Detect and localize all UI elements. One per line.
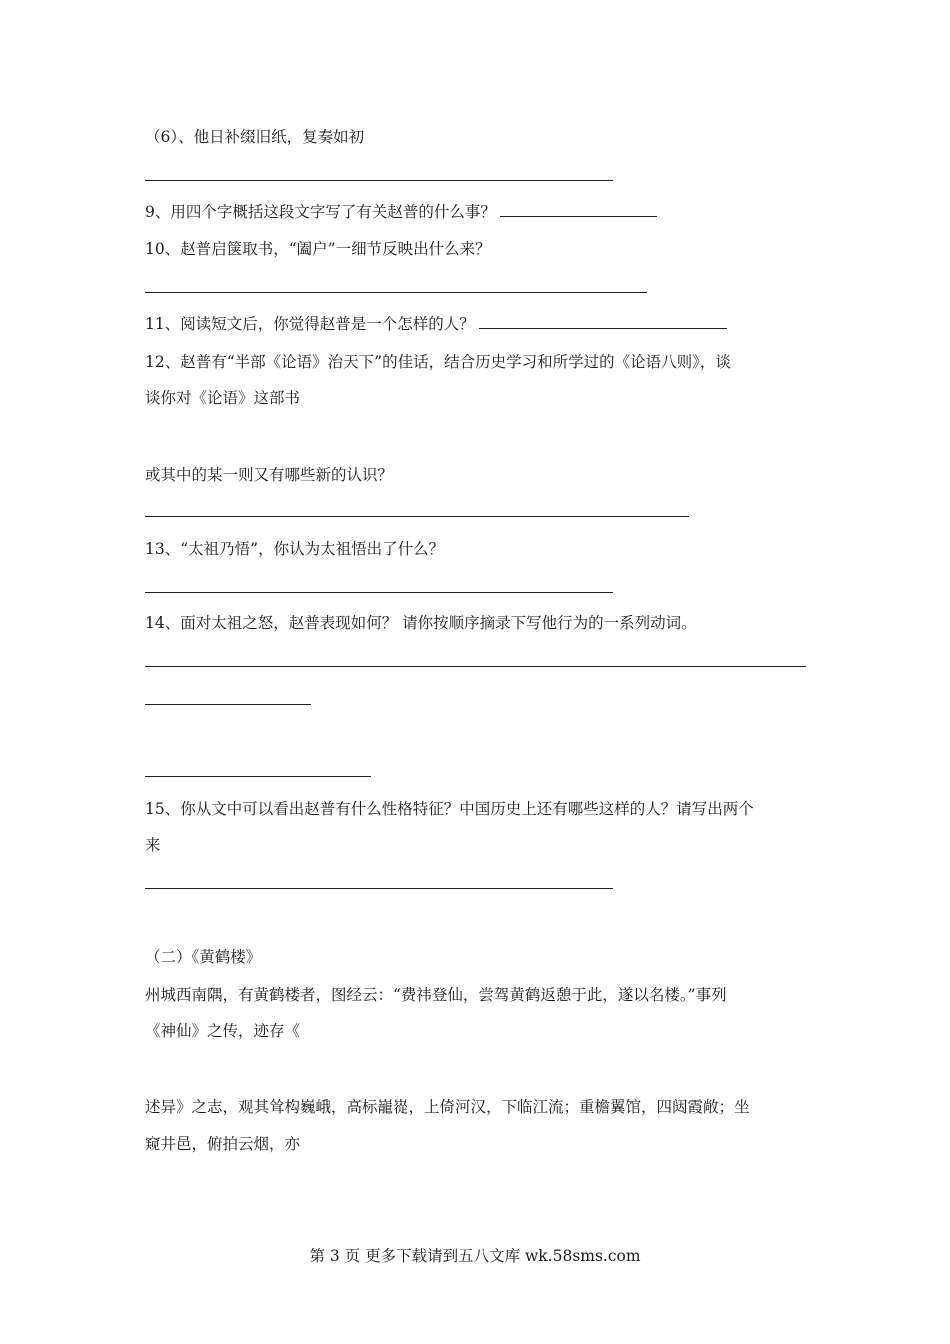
q12-question-line2: 谈你对《论语》这部书 xyxy=(145,389,301,407)
q6-sub-question: （6）、他日补缀旧纸，复奏如初 xyxy=(145,128,365,146)
q11-text: 11、阅读短文后，你觉得赵普是一个怎样的人？ xyxy=(145,315,475,333)
passage-line: 州城西南隅，有黄鹤楼者，图经云：“费祎登仙，尝驾黄鹤返憩于此，遂以名楼。”事列 xyxy=(145,986,727,1004)
answer-line[interactable] xyxy=(479,314,727,329)
answer-line[interactable] xyxy=(145,704,311,705)
q15-question-line2: 来 xyxy=(145,836,161,854)
passage-line: 《神仙》之传，迹存《 xyxy=(145,1022,301,1040)
q14-question: 14、面对太祖之怒，赵普表现如何？ 请你按顺序摘录下写他行为的一系列动词。 xyxy=(145,614,697,632)
answer-line[interactable] xyxy=(145,666,806,667)
q13-question: 13、“太祖乃悟”，你认为太祖悟出了什么？ xyxy=(145,540,445,558)
answer-line[interactable] xyxy=(145,516,689,517)
q12-question-line3: 或其中的某一则又有哪些新的认识？ xyxy=(145,466,394,484)
q15-question-line1: 15、你从文中可以看出赵普有什么性格特征？中国历史上还有哪些这样的人？请写出两个 xyxy=(145,800,754,818)
answer-line[interactable] xyxy=(145,592,613,593)
passage-line: 窥井邑，俯拍云烟，亦 xyxy=(145,1135,301,1153)
answer-line[interactable] xyxy=(145,180,613,181)
q12-question-line1: 12、赵普有“半部《论语》治天下”的佳话，结合历史学习和所学过的《论语八则》，谈 xyxy=(145,353,731,371)
answer-line[interactable] xyxy=(145,888,613,889)
answer-line[interactable] xyxy=(500,202,657,217)
answer-line[interactable] xyxy=(145,292,647,293)
page-footer: 第 3 页 更多下载请到五八文库 wk.58sms.com xyxy=(309,1247,641,1265)
passage-line: 述异》之志，观其耸构巍峨，高标巃嵸，上倚河汉，下临江流；重檐翼馆，四闼霞敞；坐 xyxy=(145,1098,750,1116)
answer-line[interactable] xyxy=(145,776,371,777)
q10-question: 10、赵普启箧取书，“阖户”一细节反映出什么来？ xyxy=(145,240,491,258)
q9-text: 9、用四个字概括这段文字写了有关赵普的什么事？ xyxy=(145,203,496,221)
passage-title: （二）《黄鹤楼》 xyxy=(145,948,262,966)
q11-question xyxy=(145,313,727,335)
q9-question xyxy=(145,201,657,223)
